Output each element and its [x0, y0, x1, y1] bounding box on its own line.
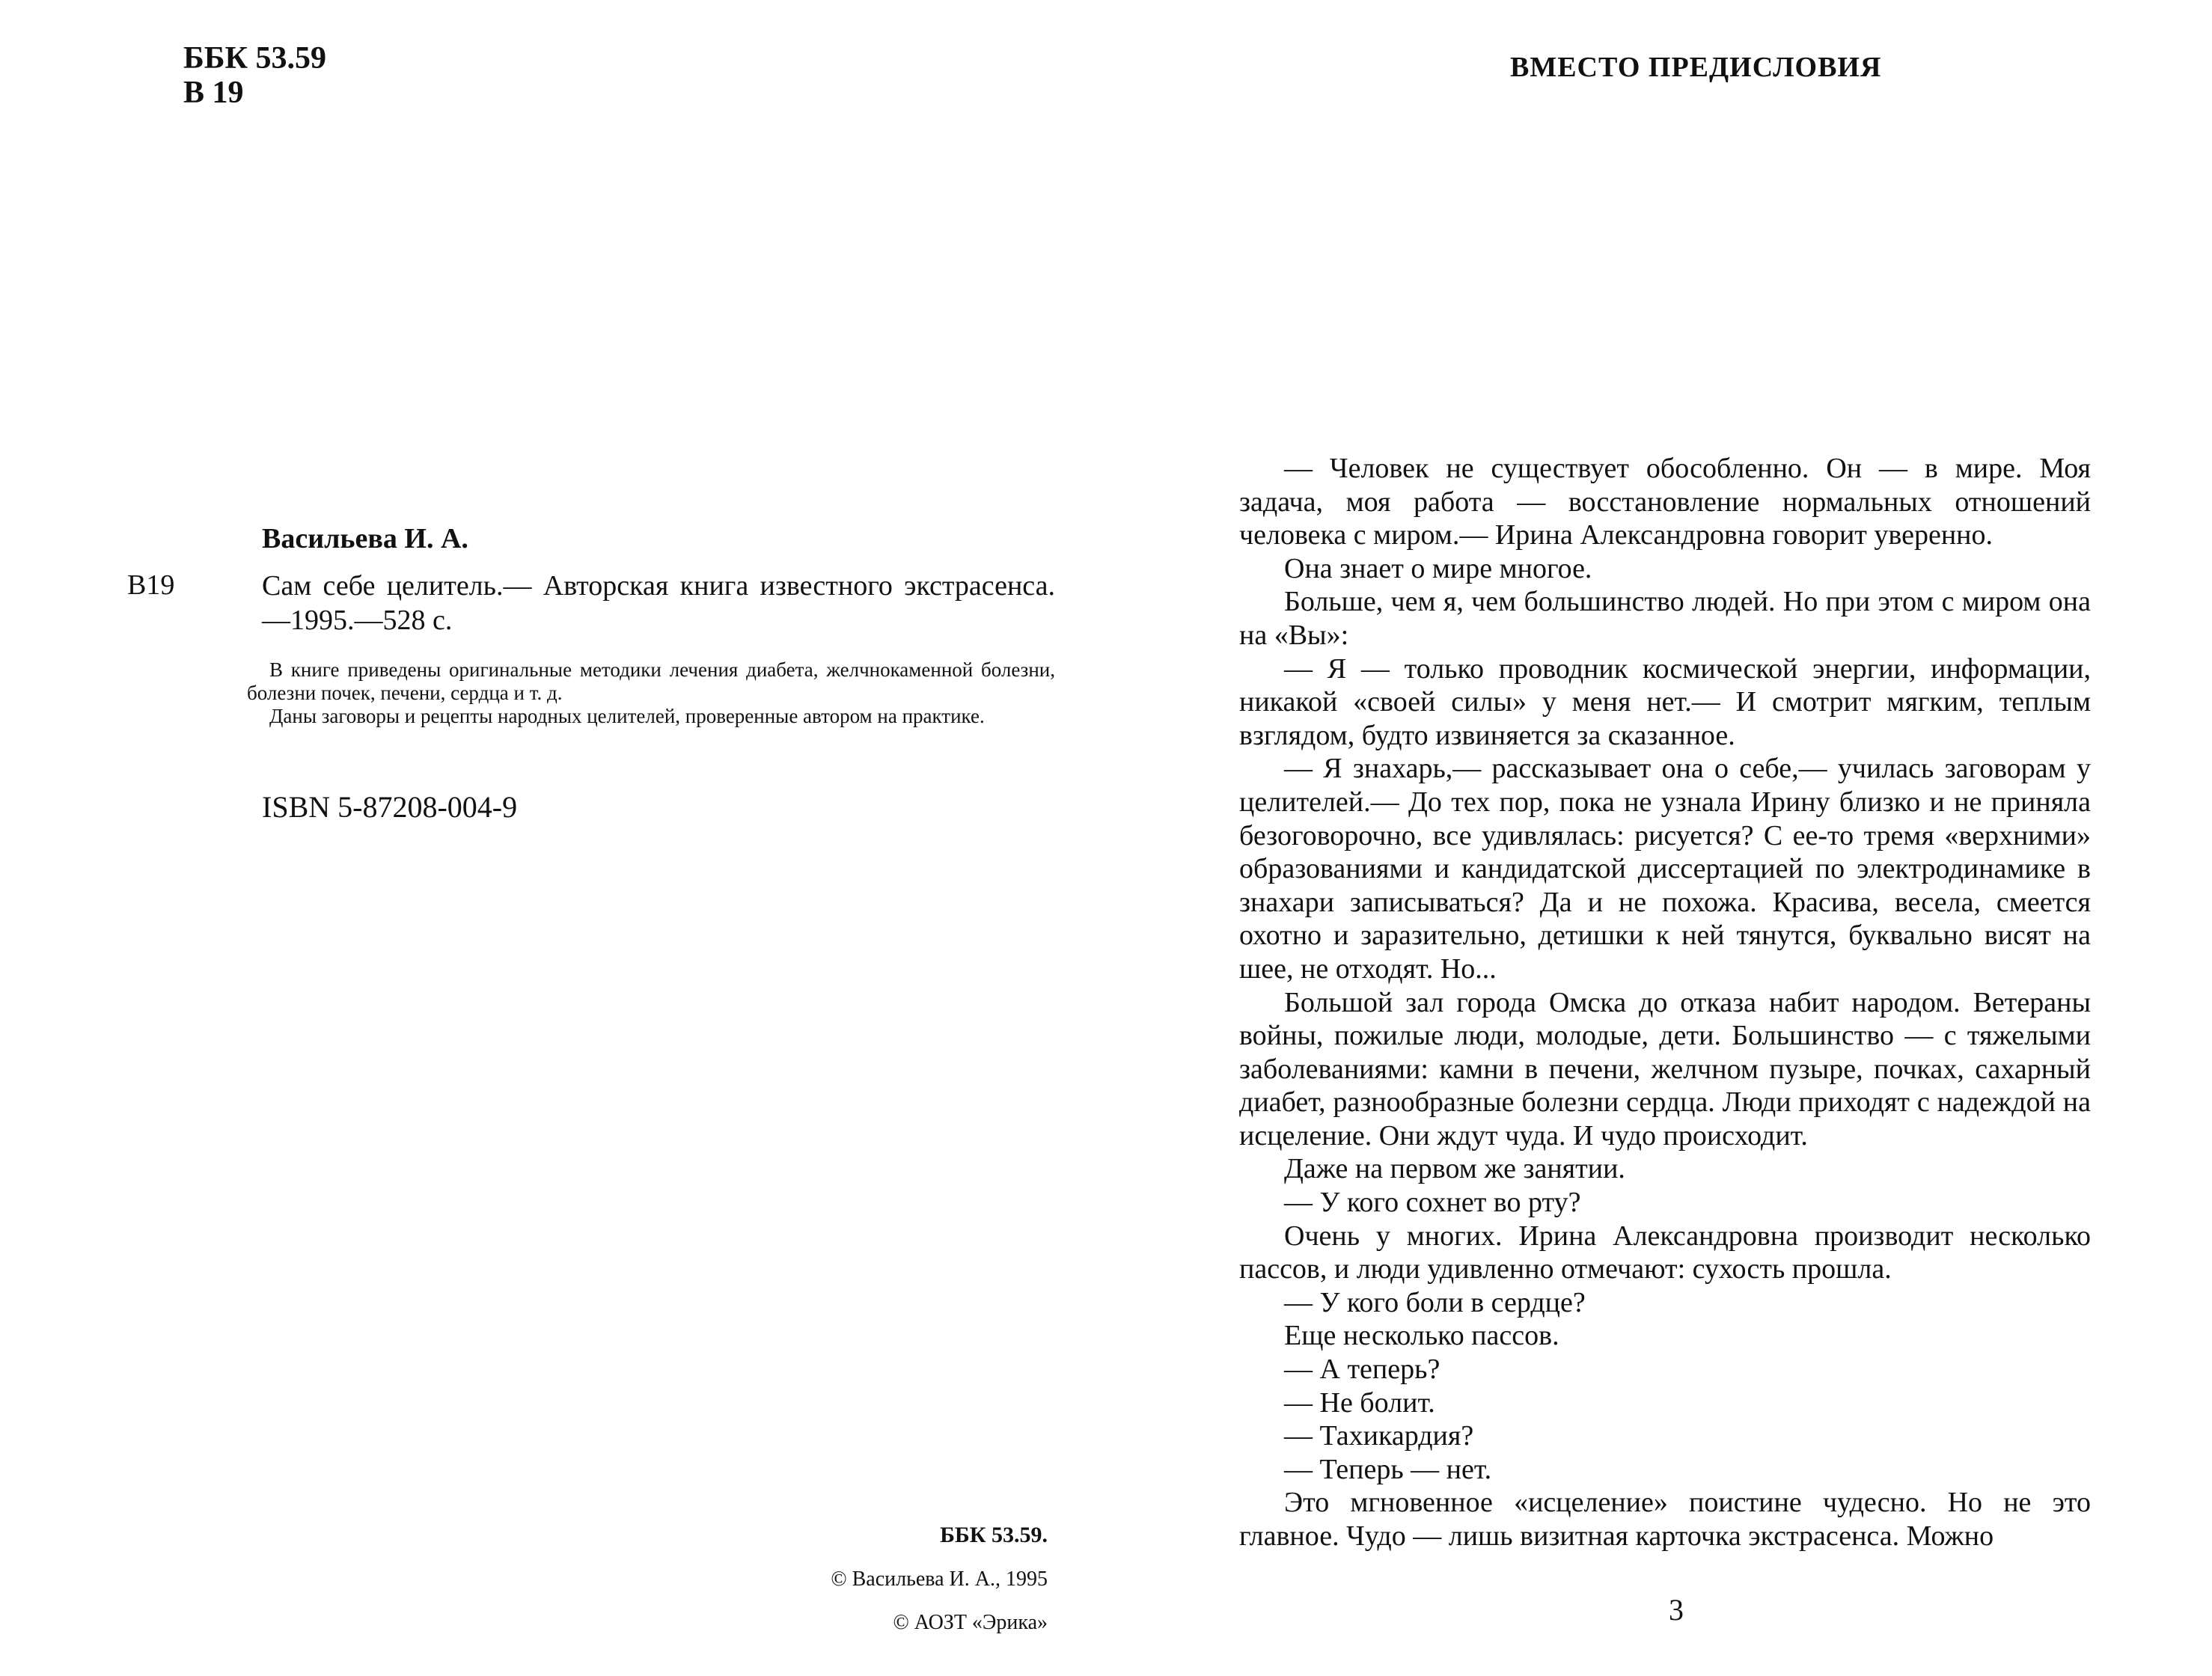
copyright-publisher: © АОЗТ «Эрика» — [893, 1611, 1048, 1634]
paragraph: Еще несколько пассов. — [1284, 1320, 1559, 1352]
paragraph: — Я знахарь,— рассказывает она о себе,— училась заговорам у целителей.— До тех пор, пока не узнала Ирину близко и не приняла безоговорочно, все удивлялась: рисуется? С ее-то тремя «верхними» образованиями и кандидатской диссертацией по электродинамике в знахари записываться? Да и не похожа. Красива, весела, смеется охотно и заразительно, детишки к ней тянутся, буквально висят на шее, не отходят. Но... — [1239, 753, 2091, 985]
paragraph: Большой зал города Омска до отказа набит народом. Ветераны войны, пожилые люди, молодые, дети. Большинство — с тяжелыми заболеваниями: камни в печени, желчном пузыре, почках, сахарный диабет, разнообразные болезни сердца. Люди приходят с надеждой на исцеление. Они ждут чуда. И чудо происходит. — [1239, 986, 2091, 1152]
annotation-paragraph: В книге приведены оригинальные методики лечения диабета, желчнокаменной болезни, болезни почек, печени, сердца и т. д. — [247, 658, 1055, 704]
paragraph: — У кого боли в сердце? — [1284, 1286, 1586, 1318]
paragraph: — Я — только проводник космической энергии, информации, никакой «своей силы» у меня нет.— И смотрит мягким, теплым взглядом, будто извиняется за сказанное. — [1239, 652, 2091, 751]
paragraph: Очень у многих. Ирина Александровна производит несколько пассов, и люди удивленно отмечают: сухость прошла. — [1239, 1220, 2091, 1285]
page-number: 3 — [1669, 1593, 1684, 1627]
paragraph: Даже на первом же занятии. — [1284, 1153, 1625, 1185]
library-code-top: В 19 — [183, 76, 244, 110]
catalog-code: В19 — [127, 569, 175, 601]
bbk-code-bottom: ББК 53.59. — [940, 1523, 1048, 1547]
paragraph: — Не болит. — [1284, 1386, 1435, 1419]
isbn: ISBN 5-87208-004-9 — [262, 790, 518, 824]
bbk-code-top: ББК 53.59 — [183, 41, 326, 76]
catalog-entry: Сам себе целитель.— Авторская книга известного экстрасенса.—1995.—528 с. — [262, 570, 1055, 636]
copyright-author: © Васильева И. А., 1995 — [831, 1568, 1048, 1591]
paragraph: — Тахикардия? — [1284, 1420, 1474, 1452]
paragraph: Это мгновенное «исцеление» поистине чудесно. Но не это главное. Чудо — лишь визитная карточка экстрасенса. Можно — [1239, 1487, 2091, 1552]
right-page — [1106, 0, 2212, 1676]
chapter-title: ВМЕСТО ПРЕДИСЛОВИЯ — [1510, 52, 1882, 83]
paragraph: — Теперь — нет. — [1284, 1453, 1492, 1485]
paragraph: — Человек не существует обособленно. Он — в мире. Моя задача, моя работа — восстановление нормальных отношений человека с миром.— Ирина Александровна говорит уверенно. — [1239, 453, 2091, 551]
paragraph: — У кого сохнет во рту? — [1284, 1187, 1581, 1219]
paragraph: Больше, чем я, чем большинство людей. Но при этом с миром она на «Вы»: — [1239, 586, 2091, 651]
paragraph: — А теперь? — [1284, 1354, 1440, 1386]
annotation-paragraph: Даны заговоры и рецепты народных целителей, проверенные автором на практике. — [269, 705, 985, 727]
imprint-block — [718, 1523, 1048, 1654]
author-name: Васильева И. А. — [262, 523, 468, 554]
paragraph: Она знает о мире многое. — [1284, 552, 1592, 584]
book-annotation — [247, 658, 1055, 728]
body-text — [1239, 452, 2091, 1553]
classification-codes — [183, 41, 326, 110]
